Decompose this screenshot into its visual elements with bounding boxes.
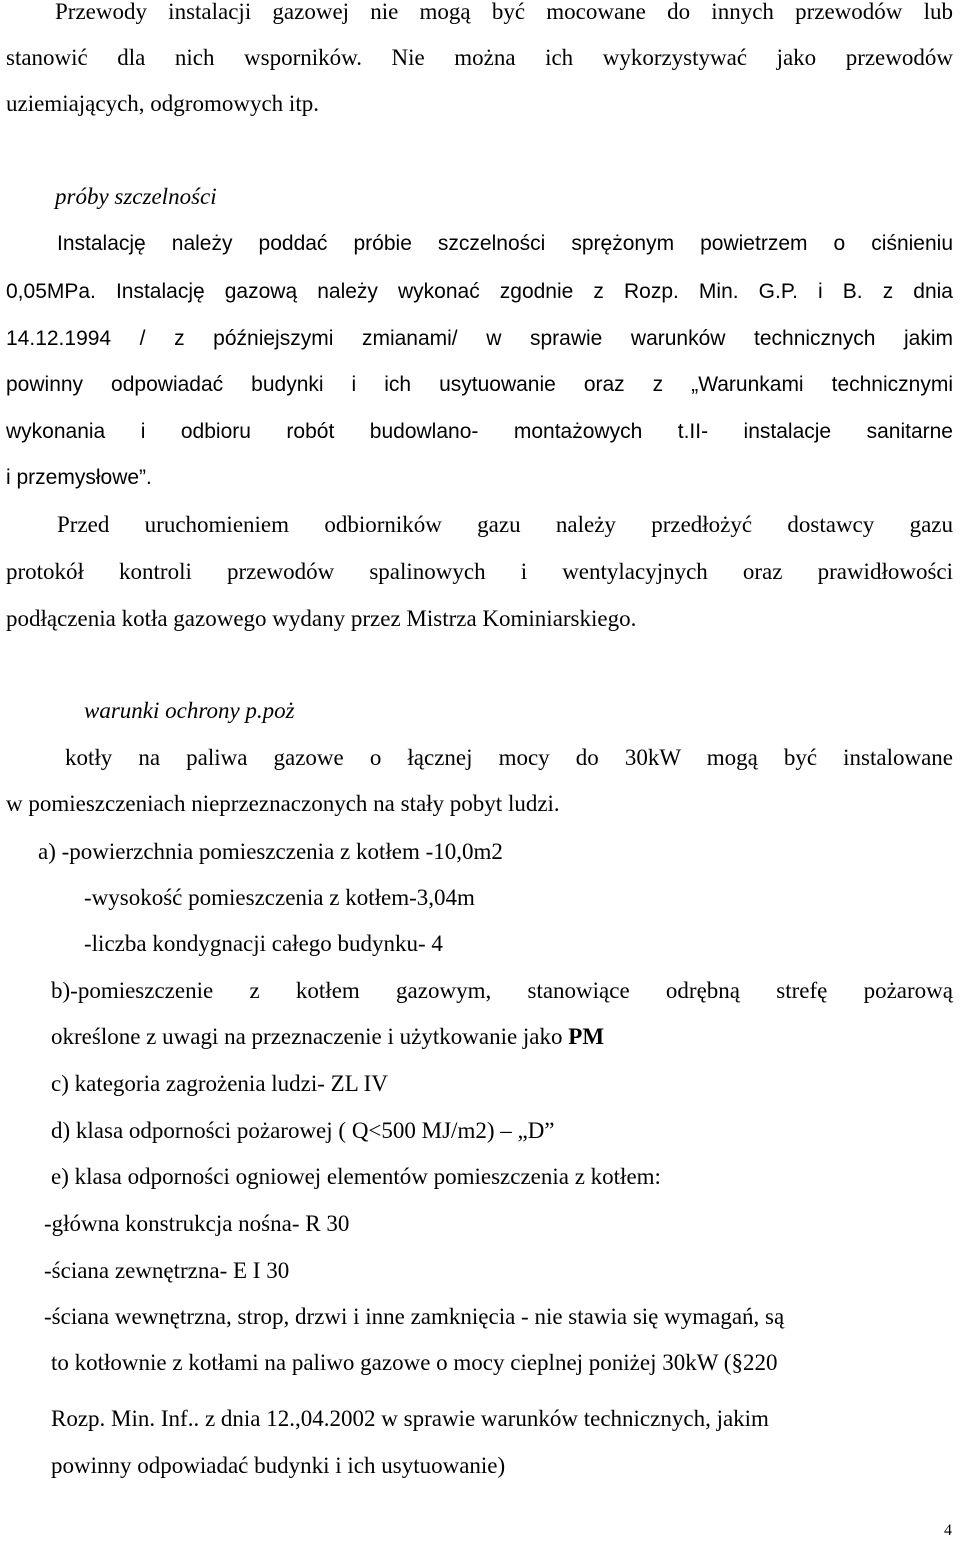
paragraph-line: powinny odpowiadać budynki i ich usytuowanie oraz z „Warunkami technicznymi — [6, 373, 953, 396]
list-item: Rozp. Min. Inf.. z dnia 12.,04.2002 w sprawie warunków technicznych, jakim — [51, 1406, 769, 1431]
paragraph-line: Przed uruchomieniem odbiorników gazu należy przedłożyć dostawcy gazu — [57, 512, 953, 537]
section-heading-leak-test: próby szczelności — [55, 184, 217, 209]
list-item: c) kategoria zagrożenia ludzi- ZL IV — [51, 1071, 388, 1096]
paragraph-line: 0,05MPa. Instalację gazową należy wykonać zgodnie z Rozp. Min. G.P. i B. z dnia — [6, 280, 953, 303]
list-item — [51, 1022, 604, 1052]
list-item: -główna konstrukcja nośna- R 30 — [44, 1211, 350, 1236]
paragraph-line: podłączenia kotła gazowego wydany przez Mistrza Kominiarskiego. — [6, 606, 637, 631]
section-heading-fire-protection: warunki ochrony p.poż — [84, 698, 295, 723]
list-item: -wysokość pomieszczenia z kotłem-3,04m — [84, 885, 475, 910]
list-item: powinny odpowiadać budynki i ich usytuowanie) — [51, 1453, 506, 1478]
list-item: e) klasa odporności ogniowej elementów pomieszczenia z kotłem: — [51, 1164, 661, 1189]
list-item-text: określone z uwagi na przeznaczenie i użytkowanie jako — [51, 1024, 569, 1049]
list-item-bold: PM — [568, 1024, 605, 1049]
paragraph-line: uziemiających, odgromowych itp. — [6, 91, 319, 116]
list-item: -ściana zewnętrzna- E I 30 — [44, 1258, 290, 1283]
list-item: a) -powierzchnia pomieszczenia z kotłem -10,0m2 — [38, 839, 503, 864]
paragraph-line: wykonania i odbioru robót budowlano- montażowych t.II- instalacje sanitarne — [6, 420, 953, 443]
list-item: d) klasa odporności pożarowej ( Q<500 MJ/m2) – „D” — [51, 1118, 555, 1143]
paragraph-line: 14.12.1994 / z późniejszymi zmianami/ w sprawie warunków technicznych jakim — [6, 327, 953, 350]
list-item: b)-pomieszczenie z kotłem gazowym, stanowiące odrębną strefę pożarową — [51, 978, 953, 1003]
paragraph-line: kotły na paliwa gazowe o łącznej mocy do 30kW mogą być instalowane — [65, 745, 953, 770]
paragraph-line: Instalację należy poddać próbie szczelności sprężonym powietrzem o ciśnieniu — [57, 232, 953, 255]
paragraph-line: stanowić dla nich wsporników. Nie można ich wykorzystywać jako przewodów — [6, 45, 953, 70]
page-number: 4 — [944, 1522, 952, 1539]
list-item: to kotłownie z kotłami na paliwo gazowe o mocy cieplnej poniżej 30kW (§220 — [51, 1350, 778, 1375]
list-item: -ściana wewnętrzna, strop, drzwi i inne zamknięcia - nie stawia się wymagań, są — [44, 1304, 785, 1329]
paragraph-line: Przewody instalacji gazowej nie mogą być mocowane do innych przewodów lub — [55, 0, 953, 24]
paragraph-line: w pomieszczeniach nieprzeznaczonych na stały pobyt ludzi. — [6, 791, 560, 816]
paragraph-line: protokół kontroli przewodów spalinowych i wentylacyjnych oraz prawidłowości — [6, 559, 953, 584]
paragraph-line: i przemysłowe”. — [6, 466, 152, 489]
list-item: -liczba kondygnacji całego budynku- 4 — [84, 931, 443, 956]
